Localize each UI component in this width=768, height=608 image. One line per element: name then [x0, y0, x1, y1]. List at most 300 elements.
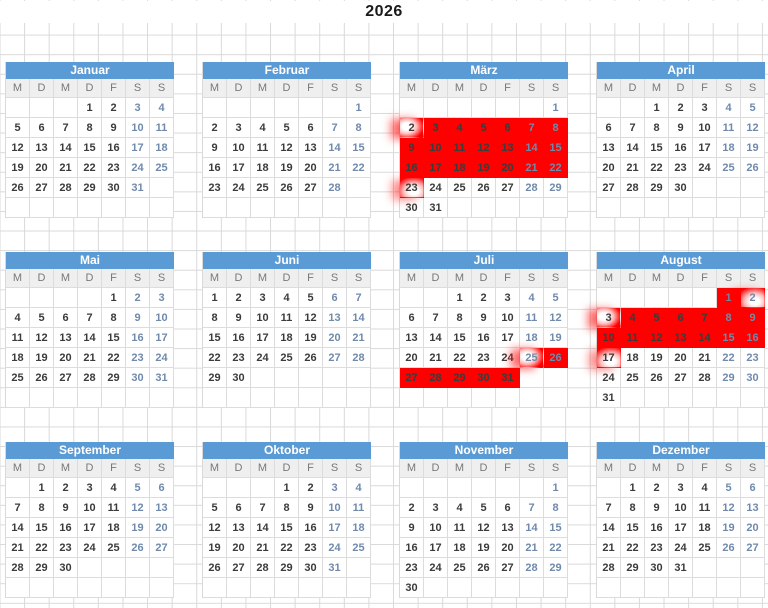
day-cell[interactable]: 9 — [102, 118, 126, 138]
day-cell[interactable]: 4 — [448, 118, 472, 138]
day-cell[interactable]: 23 — [741, 348, 765, 368]
day-cell[interactable]: 15 — [717, 328, 741, 348]
day-cell[interactable]: 5 — [544, 288, 568, 308]
day-cell[interactable]: 4 — [347, 478, 371, 498]
day-cell[interactable]: 28 — [621, 178, 645, 198]
day-cell[interactable]: 24 — [126, 158, 150, 178]
day-cell[interactable]: 23 — [400, 178, 424, 198]
day-cell[interactable]: 9 — [227, 308, 251, 328]
day-cell[interactable]: 27 — [150, 538, 174, 558]
day-cell[interactable]: 15 — [78, 138, 102, 158]
day-cell[interactable]: 13 — [150, 498, 174, 518]
day-cell[interactable]: 24 — [669, 538, 693, 558]
day-cell[interactable]: 31 — [669, 558, 693, 578]
day-cell[interactable]: 11 — [275, 308, 299, 328]
day-cell[interactable]: 16 — [741, 328, 765, 348]
day-cell[interactable]: 9 — [203, 138, 227, 158]
day-cell[interactable]: 25 — [448, 558, 472, 578]
day-cell[interactable]: 25 — [6, 368, 30, 388]
day-cell[interactable]: 24 — [78, 538, 102, 558]
day-cell[interactable]: 29 — [448, 368, 472, 388]
day-cell[interactable]: 10 — [323, 498, 347, 518]
day-cell[interactable]: 16 — [472, 328, 496, 348]
day-cell[interactable]: 1 — [275, 478, 299, 498]
day-cell[interactable]: 17 — [251, 328, 275, 348]
day-cell[interactable]: 26 — [6, 178, 30, 198]
day-cell[interactable]: 31 — [496, 368, 520, 388]
day-cell[interactable]: 20 — [496, 538, 520, 558]
day-cell[interactable]: 4 — [621, 308, 645, 328]
day-cell[interactable]: 11 — [102, 498, 126, 518]
day-cell[interactable]: 25 — [621, 368, 645, 388]
day-cell[interactable]: 20 — [400, 348, 424, 368]
day-cell[interactable]: 11 — [6, 328, 30, 348]
day-cell[interactable]: 7 — [693, 308, 717, 328]
day-cell[interactable]: 12 — [544, 308, 568, 328]
day-cell[interactable]: 3 — [693, 98, 717, 118]
day-cell[interactable]: 25 — [102, 538, 126, 558]
day-cell[interactable]: 29 — [645, 178, 669, 198]
day-cell[interactable]: 19 — [275, 158, 299, 178]
day-cell[interactable]: 8 — [78, 118, 102, 138]
day-cell[interactable]: 30 — [299, 558, 323, 578]
day-cell[interactable]: 19 — [544, 328, 568, 348]
day-cell[interactable]: 1 — [347, 98, 371, 118]
day-cell[interactable]: 30 — [400, 198, 424, 218]
day-cell[interactable]: 3 — [424, 118, 448, 138]
day-cell[interactable]: 5 — [126, 478, 150, 498]
day-cell[interactable]: 22 — [621, 538, 645, 558]
day-cell[interactable]: 2 — [645, 478, 669, 498]
day-cell[interactable]: 24 — [150, 348, 174, 368]
day-cell[interactable]: 24 — [227, 178, 251, 198]
day-cell[interactable]: 30 — [669, 178, 693, 198]
day-cell[interactable]: 4 — [251, 118, 275, 138]
day-cell[interactable]: 16 — [299, 518, 323, 538]
day-cell[interactable]: 4 — [102, 478, 126, 498]
day-cell[interactable]: 14 — [520, 518, 544, 538]
day-cell[interactable]: 16 — [669, 138, 693, 158]
day-cell[interactable]: 18 — [448, 158, 472, 178]
day-cell[interactable]: 17 — [323, 518, 347, 538]
day-cell[interactable]: 17 — [669, 518, 693, 538]
day-cell[interactable]: 19 — [203, 538, 227, 558]
day-cell[interactable]: 17 — [424, 158, 448, 178]
day-cell[interactable]: 13 — [741, 498, 765, 518]
day-cell[interactable]: 8 — [544, 498, 568, 518]
day-cell[interactable]: 28 — [597, 558, 621, 578]
day-cell[interactable]: 23 — [126, 348, 150, 368]
day-cell[interactable]: 10 — [693, 118, 717, 138]
day-cell[interactable]: 10 — [78, 498, 102, 518]
day-cell[interactable]: 18 — [275, 328, 299, 348]
day-cell[interactable]: 1 — [78, 98, 102, 118]
day-cell[interactable]: 28 — [251, 558, 275, 578]
day-cell[interactable]: 13 — [400, 328, 424, 348]
day-cell[interactable]: 5 — [472, 118, 496, 138]
day-cell[interactable]: 17 — [597, 348, 621, 368]
day-cell[interactable]: 24 — [597, 368, 621, 388]
day-cell[interactable]: 15 — [544, 518, 568, 538]
day-cell[interactable]: 12 — [6, 138, 30, 158]
day-cell[interactable]: 1 — [621, 478, 645, 498]
day-cell[interactable]: 21 — [693, 348, 717, 368]
day-cell[interactable]: 11 — [717, 118, 741, 138]
day-cell[interactable]: 4 — [150, 98, 174, 118]
day-cell[interactable]: 6 — [323, 288, 347, 308]
day-cell[interactable]: 21 — [597, 538, 621, 558]
day-cell[interactable]: 28 — [693, 368, 717, 388]
day-cell[interactable]: 5 — [275, 118, 299, 138]
day-cell[interactable]: 5 — [203, 498, 227, 518]
day-cell[interactable]: 7 — [6, 498, 30, 518]
day-cell[interactable]: 24 — [496, 348, 520, 368]
day-cell[interactable]: 11 — [621, 328, 645, 348]
day-cell[interactable]: 6 — [496, 118, 520, 138]
day-cell[interactable]: 16 — [400, 158, 424, 178]
day-cell[interactable]: 3 — [496, 288, 520, 308]
day-cell[interactable]: 13 — [496, 138, 520, 158]
day-cell[interactable]: 14 — [597, 518, 621, 538]
day-cell[interactable]: 7 — [347, 288, 371, 308]
day-cell[interactable]: 12 — [741, 118, 765, 138]
day-cell[interactable]: 6 — [741, 478, 765, 498]
day-cell[interactable]: 20 — [299, 158, 323, 178]
day-cell[interactable]: 30 — [741, 368, 765, 388]
day-cell[interactable]: 5 — [6, 118, 30, 138]
day-cell[interactable]: 7 — [520, 498, 544, 518]
day-cell[interactable]: 25 — [717, 158, 741, 178]
day-cell[interactable]: 16 — [227, 328, 251, 348]
day-cell[interactable]: 21 — [323, 158, 347, 178]
day-cell[interactable]: 27 — [741, 538, 765, 558]
day-cell[interactable]: 6 — [597, 118, 621, 138]
day-cell[interactable]: 10 — [150, 308, 174, 328]
day-cell[interactable]: 26 — [30, 368, 54, 388]
day-cell[interactable]: 4 — [717, 98, 741, 118]
day-cell[interactable]: 2 — [741, 288, 765, 308]
day-cell[interactable]: 27 — [227, 558, 251, 578]
day-cell[interactable]: 28 — [347, 348, 371, 368]
day-cell[interactable]: 2 — [126, 288, 150, 308]
day-cell[interactable]: 27 — [30, 178, 54, 198]
day-cell[interactable]: 22 — [347, 158, 371, 178]
day-cell[interactable]: 20 — [496, 158, 520, 178]
day-cell[interactable]: 9 — [472, 308, 496, 328]
day-cell[interactable]: 29 — [203, 368, 227, 388]
day-cell[interactable]: 17 — [227, 158, 251, 178]
day-cell[interactable]: 29 — [275, 558, 299, 578]
day-cell[interactable]: 3 — [251, 288, 275, 308]
day-cell[interactable]: 16 — [645, 518, 669, 538]
day-cell[interactable]: 25 — [520, 348, 544, 368]
day-cell[interactable]: 10 — [424, 138, 448, 158]
day-cell[interactable]: 9 — [669, 118, 693, 138]
day-cell[interactable]: 26 — [299, 348, 323, 368]
day-cell[interactable]: 20 — [227, 538, 251, 558]
day-cell[interactable]: 15 — [275, 518, 299, 538]
day-cell[interactable]: 19 — [741, 138, 765, 158]
day-cell[interactable]: 4 — [520, 288, 544, 308]
day-cell[interactable]: 10 — [424, 518, 448, 538]
day-cell[interactable]: 2 — [54, 478, 78, 498]
day-cell[interactable]: 18 — [102, 518, 126, 538]
day-cell[interactable]: 12 — [30, 328, 54, 348]
day-cell[interactable]: 4 — [693, 478, 717, 498]
day-cell[interactable]: 10 — [227, 138, 251, 158]
day-cell[interactable]: 5 — [717, 478, 741, 498]
day-cell[interactable]: 2 — [669, 98, 693, 118]
day-cell[interactable]: 24 — [424, 178, 448, 198]
day-cell[interactable]: 28 — [6, 558, 30, 578]
day-cell[interactable]: 23 — [400, 558, 424, 578]
day-cell[interactable]: 9 — [299, 498, 323, 518]
day-cell[interactable]: 26 — [126, 538, 150, 558]
day-cell[interactable]: 28 — [78, 368, 102, 388]
day-cell[interactable]: 23 — [227, 348, 251, 368]
day-cell[interactable]: 15 — [448, 328, 472, 348]
day-cell[interactable]: 8 — [203, 308, 227, 328]
day-cell[interactable]: 23 — [299, 538, 323, 558]
day-cell[interactable]: 25 — [448, 178, 472, 198]
day-cell[interactable]: 30 — [472, 368, 496, 388]
day-cell[interactable]: 11 — [448, 138, 472, 158]
day-cell[interactable]: 2 — [102, 98, 126, 118]
day-cell[interactable]: 13 — [597, 138, 621, 158]
day-cell[interactable]: 4 — [6, 308, 30, 328]
day-cell[interactable]: 30 — [102, 178, 126, 198]
day-cell[interactable]: 20 — [30, 158, 54, 178]
day-cell[interactable]: 30 — [400, 578, 424, 598]
day-cell[interactable]: 12 — [275, 138, 299, 158]
day-cell[interactable]: 9 — [400, 518, 424, 538]
day-cell[interactable]: 15 — [30, 518, 54, 538]
day-cell[interactable]: 26 — [717, 538, 741, 558]
day-cell[interactable]: 11 — [347, 498, 371, 518]
day-cell[interactable]: 24 — [323, 538, 347, 558]
day-cell[interactable]: 3 — [150, 288, 174, 308]
day-cell[interactable]: 21 — [520, 158, 544, 178]
day-cell[interactable]: 18 — [520, 328, 544, 348]
day-cell[interactable]: 12 — [472, 518, 496, 538]
day-cell[interactable]: 1 — [30, 478, 54, 498]
day-cell[interactable]: 23 — [102, 158, 126, 178]
day-cell[interactable]: 28 — [520, 178, 544, 198]
day-cell[interactable]: 29 — [30, 558, 54, 578]
day-cell[interactable]: 6 — [299, 118, 323, 138]
day-cell[interactable]: 8 — [645, 118, 669, 138]
day-cell[interactable]: 3 — [227, 118, 251, 138]
day-cell[interactable]: 10 — [251, 308, 275, 328]
day-cell[interactable]: 13 — [496, 518, 520, 538]
day-cell[interactable]: 30 — [227, 368, 251, 388]
day-cell[interactable]: 13 — [299, 138, 323, 158]
day-cell[interactable]: 9 — [645, 498, 669, 518]
day-cell[interactable]: 3 — [323, 478, 347, 498]
day-cell[interactable]: 16 — [102, 138, 126, 158]
day-cell[interactable]: 25 — [693, 538, 717, 558]
day-cell[interactable]: 13 — [54, 328, 78, 348]
day-cell[interactable]: 29 — [621, 558, 645, 578]
day-cell[interactable]: 5 — [299, 288, 323, 308]
day-cell[interactable]: 15 — [621, 518, 645, 538]
day-cell[interactable]: 19 — [299, 328, 323, 348]
day-cell[interactable]: 27 — [54, 368, 78, 388]
day-cell[interactable]: 31 — [424, 198, 448, 218]
day-cell[interactable]: 24 — [424, 558, 448, 578]
day-cell[interactable]: 30 — [54, 558, 78, 578]
day-cell[interactable]: 7 — [323, 118, 347, 138]
day-cell[interactable]: 2 — [400, 118, 424, 138]
day-cell[interactable]: 7 — [424, 308, 448, 328]
day-cell[interactable]: 21 — [520, 538, 544, 558]
day-cell[interactable]: 21 — [78, 348, 102, 368]
day-cell[interactable]: 26 — [275, 178, 299, 198]
day-cell[interactable]: 9 — [126, 308, 150, 328]
day-cell[interactable]: 4 — [275, 288, 299, 308]
day-cell[interactable]: 10 — [669, 498, 693, 518]
day-cell[interactable]: 29 — [544, 558, 568, 578]
day-cell[interactable]: 6 — [400, 308, 424, 328]
day-cell[interactable]: 8 — [347, 118, 371, 138]
day-cell[interactable]: 3 — [669, 478, 693, 498]
day-cell[interactable]: 25 — [347, 538, 371, 558]
day-cell[interactable]: 6 — [669, 308, 693, 328]
day-cell[interactable]: 20 — [741, 518, 765, 538]
day-cell[interactable]: 17 — [424, 538, 448, 558]
day-cell[interactable]: 3 — [424, 498, 448, 518]
day-cell[interactable]: 25 — [150, 158, 174, 178]
day-cell[interactable]: 19 — [645, 348, 669, 368]
day-cell[interactable]: 22 — [78, 158, 102, 178]
day-cell[interactable]: 22 — [544, 538, 568, 558]
day-cell[interactable]: 14 — [424, 328, 448, 348]
day-cell[interactable]: 15 — [102, 328, 126, 348]
day-cell[interactable]: 6 — [496, 498, 520, 518]
day-cell[interactable]: 2 — [299, 478, 323, 498]
day-cell[interactable]: 26 — [544, 348, 568, 368]
day-cell[interactable]: 22 — [30, 538, 54, 558]
day-cell[interactable]: 1 — [102, 288, 126, 308]
day-cell[interactable]: 28 — [54, 178, 78, 198]
day-cell[interactable]: 12 — [299, 308, 323, 328]
day-cell[interactable]: 22 — [102, 348, 126, 368]
day-cell[interactable]: 2 — [400, 498, 424, 518]
day-cell[interactable]: 5 — [472, 498, 496, 518]
day-cell[interactable]: 18 — [621, 348, 645, 368]
day-cell[interactable]: 19 — [717, 518, 741, 538]
day-cell[interactable]: 28 — [323, 178, 347, 198]
day-cell[interactable]: 23 — [472, 348, 496, 368]
day-cell[interactable]: 31 — [150, 368, 174, 388]
day-cell[interactable]: 8 — [717, 308, 741, 328]
day-cell[interactable]: 10 — [597, 328, 621, 348]
day-cell[interactable]: 16 — [203, 158, 227, 178]
day-cell[interactable]: 2 — [472, 288, 496, 308]
day-cell[interactable]: 30 — [126, 368, 150, 388]
day-cell[interactable]: 27 — [669, 368, 693, 388]
day-cell[interactable]: 26 — [741, 158, 765, 178]
day-cell[interactable]: 6 — [30, 118, 54, 138]
day-cell[interactable]: 23 — [203, 178, 227, 198]
day-cell[interactable]: 23 — [645, 538, 669, 558]
day-cell[interactable]: 7 — [78, 308, 102, 328]
day-cell[interactable]: 7 — [54, 118, 78, 138]
day-cell[interactable]: 15 — [645, 138, 669, 158]
day-cell[interactable]: 25 — [275, 348, 299, 368]
day-cell[interactable]: 19 — [126, 518, 150, 538]
day-cell[interactable]: 6 — [227, 498, 251, 518]
day-cell[interactable]: 31 — [126, 178, 150, 198]
day-cell[interactable]: 21 — [424, 348, 448, 368]
day-cell[interactable]: 23 — [669, 158, 693, 178]
day-cell[interactable]: 28 — [520, 558, 544, 578]
day-cell[interactable]: 3 — [126, 98, 150, 118]
day-cell[interactable]: 3 — [78, 478, 102, 498]
day-cell[interactable]: 14 — [693, 328, 717, 348]
day-cell[interactable]: 14 — [621, 138, 645, 158]
day-cell[interactable]: 17 — [78, 518, 102, 538]
day-cell[interactable]: 12 — [126, 498, 150, 518]
day-cell[interactable]: 14 — [54, 138, 78, 158]
day-cell[interactable]: 18 — [717, 138, 741, 158]
day-cell[interactable]: 27 — [299, 178, 323, 198]
day-cell[interactable]: 11 — [693, 498, 717, 518]
day-cell[interactable]: 7 — [621, 118, 645, 138]
day-cell[interactable]: 27 — [597, 178, 621, 198]
day-cell[interactable]: 8 — [621, 498, 645, 518]
day-cell[interactable]: 14 — [323, 138, 347, 158]
day-cell[interactable]: 22 — [203, 348, 227, 368]
day-cell[interactable]: 8 — [275, 498, 299, 518]
day-cell[interactable]: 16 — [126, 328, 150, 348]
day-cell[interactable]: 10 — [126, 118, 150, 138]
day-cell[interactable]: 19 — [472, 538, 496, 558]
day-cell[interactable]: 15 — [203, 328, 227, 348]
day-cell[interactable]: 2 — [227, 288, 251, 308]
day-cell[interactable]: 18 — [6, 348, 30, 368]
day-cell[interactable]: 5 — [30, 308, 54, 328]
day-cell[interactable]: 31 — [323, 558, 347, 578]
day-cell[interactable]: 28 — [424, 368, 448, 388]
day-cell[interactable]: 21 — [251, 538, 275, 558]
day-cell[interactable]: 18 — [150, 138, 174, 158]
day-cell[interactable]: 26 — [645, 368, 669, 388]
day-cell[interactable]: 7 — [251, 498, 275, 518]
day-cell[interactable]: 20 — [54, 348, 78, 368]
day-cell[interactable]: 26 — [472, 178, 496, 198]
day-cell[interactable]: 14 — [520, 138, 544, 158]
day-cell[interactable]: 7 — [597, 498, 621, 518]
day-cell[interactable]: 27 — [400, 368, 424, 388]
day-cell[interactable]: 8 — [544, 118, 568, 138]
day-cell[interactable]: 9 — [54, 498, 78, 518]
day-cell[interactable]: 23 — [54, 538, 78, 558]
day-cell[interactable]: 29 — [102, 368, 126, 388]
day-cell[interactable]: 22 — [275, 538, 299, 558]
day-cell[interactable]: 29 — [544, 178, 568, 198]
day-cell[interactable]: 1 — [645, 98, 669, 118]
day-cell[interactable]: 17 — [150, 328, 174, 348]
day-cell[interactable]: 11 — [448, 518, 472, 538]
day-cell[interactable]: 9 — [400, 138, 424, 158]
day-cell[interactable]: 20 — [669, 348, 693, 368]
day-cell[interactable]: 19 — [6, 158, 30, 178]
day-cell[interactable]: 8 — [102, 308, 126, 328]
day-cell[interactable]: 29 — [78, 178, 102, 198]
day-cell[interactable]: 20 — [597, 158, 621, 178]
day-cell[interactable]: 24 — [251, 348, 275, 368]
